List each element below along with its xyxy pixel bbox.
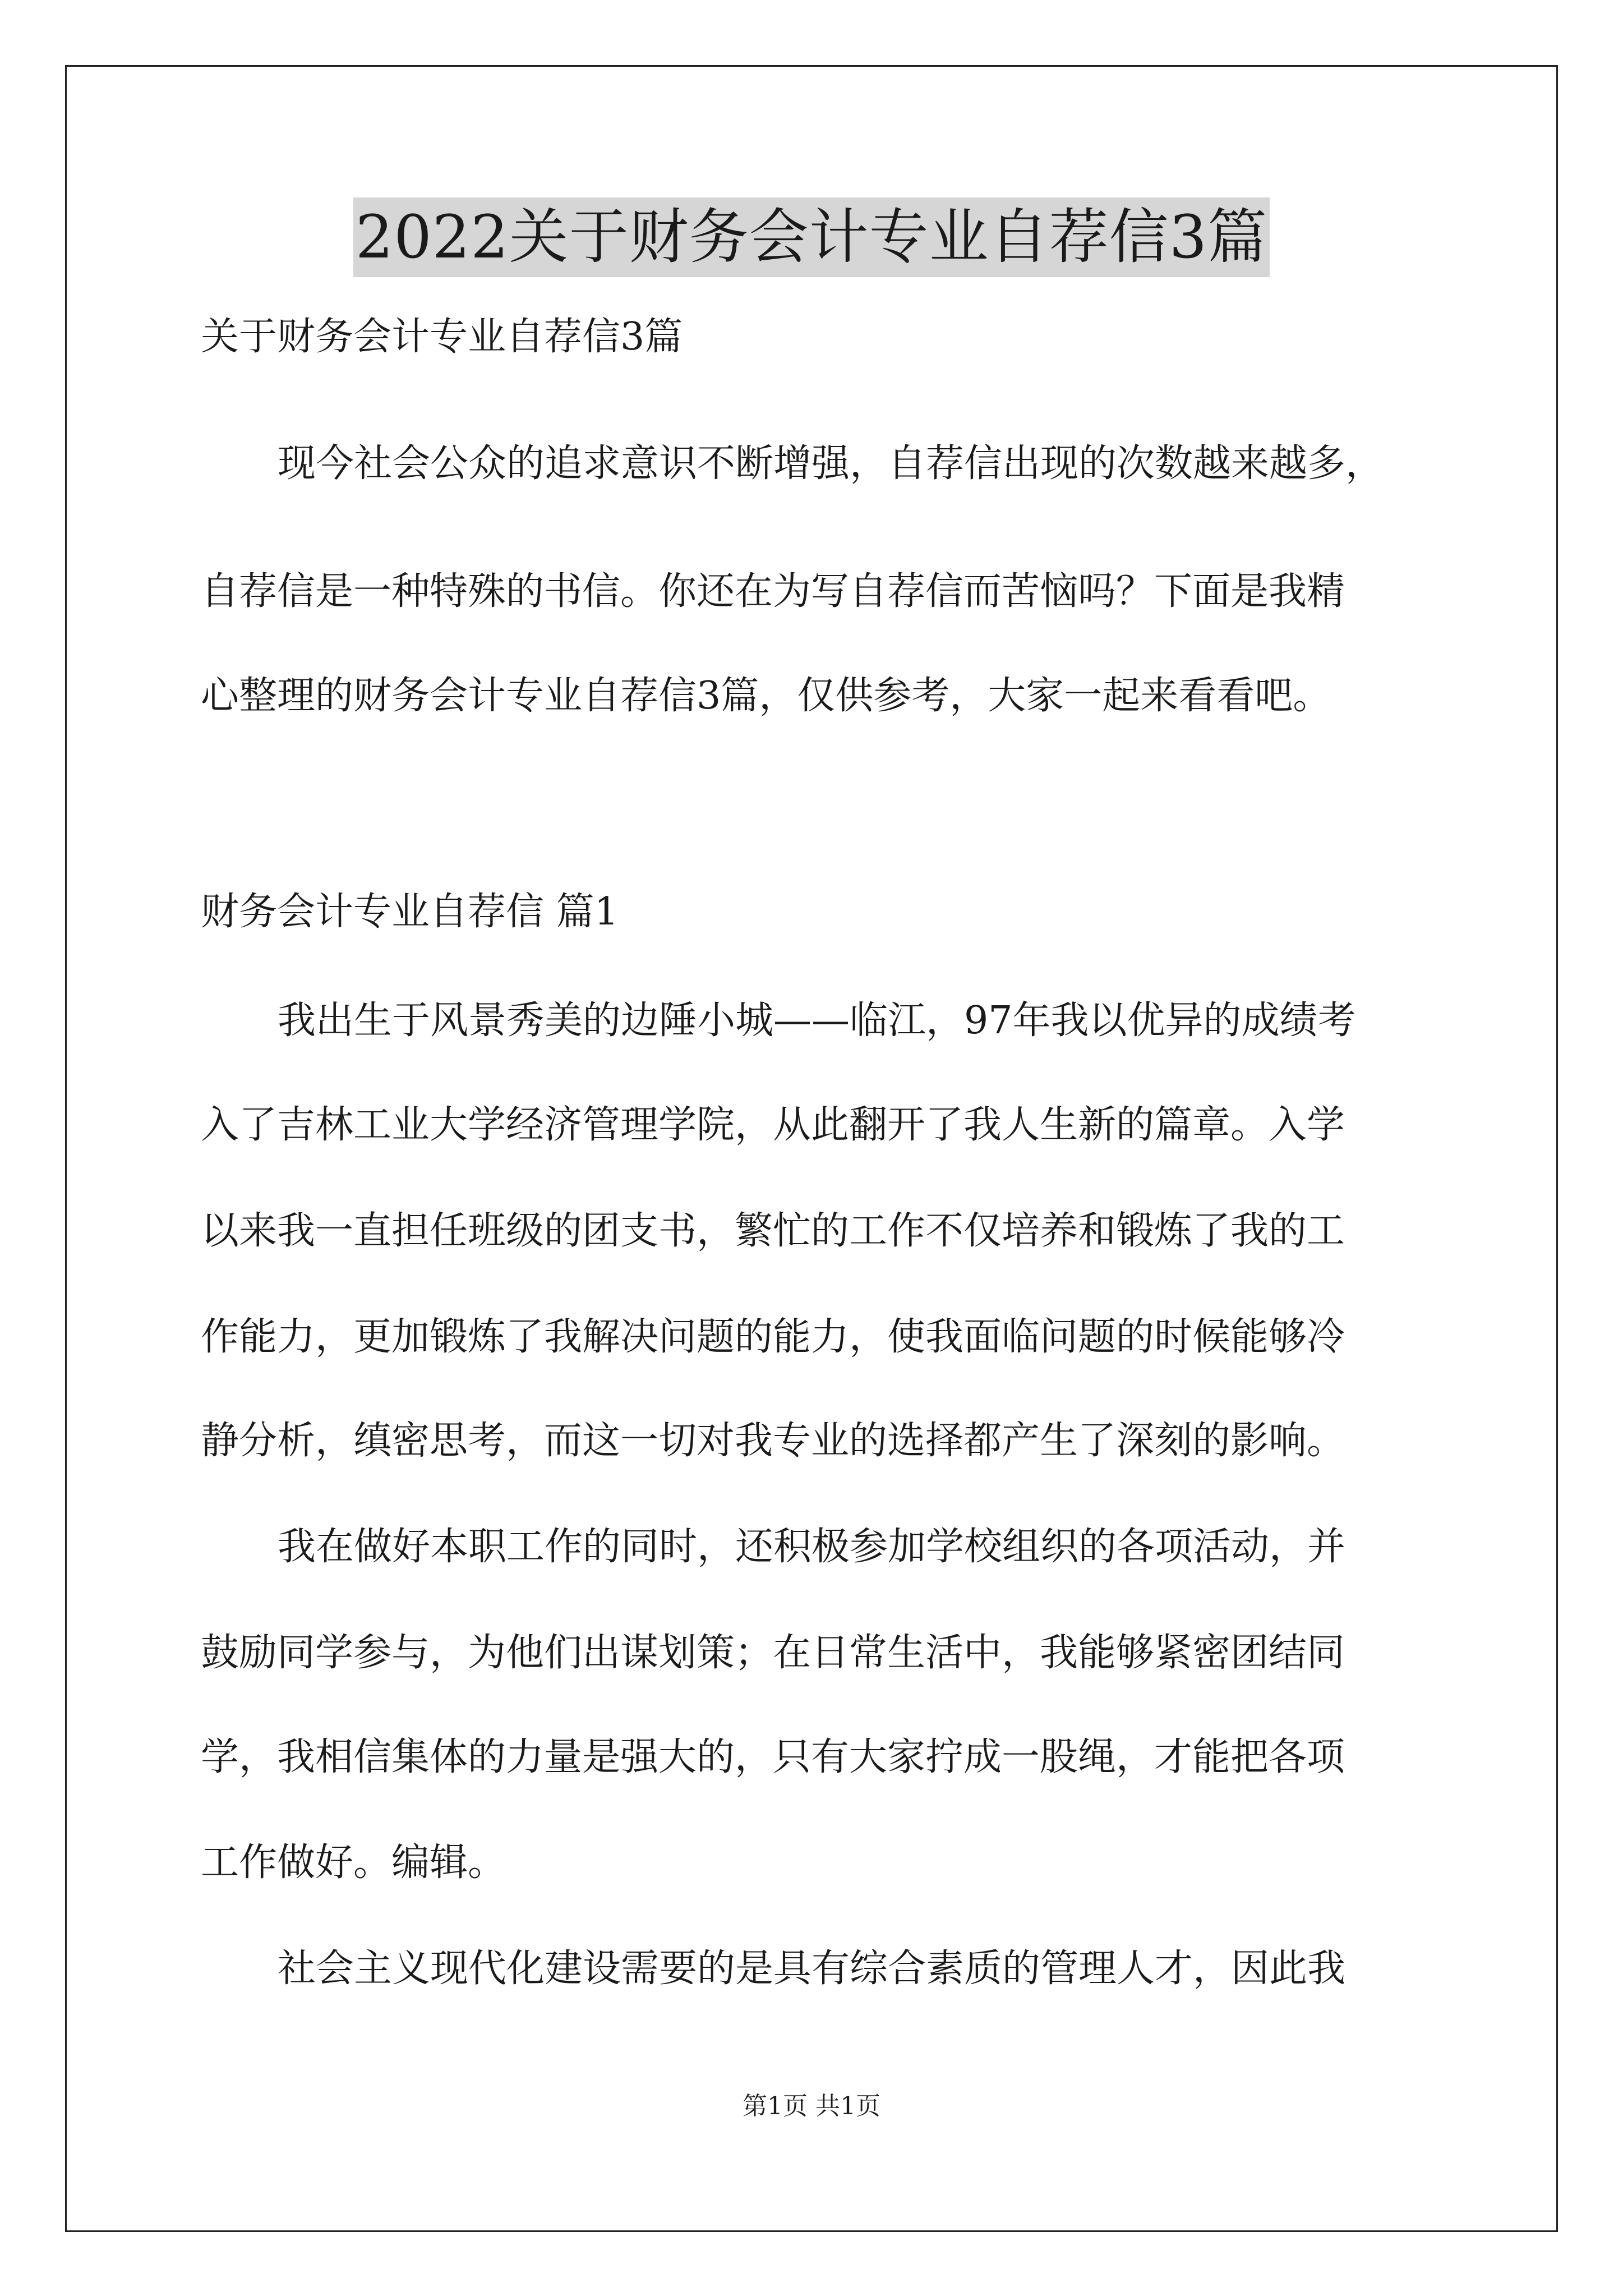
page-footer: 第1页 共1页 xyxy=(743,2092,880,2120)
body-line-9: 工作做好。编辑。 xyxy=(201,1841,506,1885)
intro-line-3: 心整理的财务会计专业自荐信3篇，仅供参考，大家一起来看看吧。 xyxy=(201,674,1331,718)
body-line-5: 静分析，缜密思考，而这一切对我专业的选择都产生了深刻的影响。 xyxy=(201,1419,1345,1463)
body-line-8: 学，我相信集体的力量是强大的，只有大家拧成一股绳，才能把各项 xyxy=(201,1735,1345,1779)
section-heading: 财务会计专业自荐信 篇1 xyxy=(201,890,619,934)
body-line-7: 鼓励同学参与，为他们出谋划策；在日常生活中，我能够紧密团结同 xyxy=(201,1631,1345,1675)
intro-line-1: 现今社会公众的追求意识不断增强，自荐信出现的次数越来越多， xyxy=(278,441,1384,486)
title-container xyxy=(0,197,1623,277)
body-line-6: 我在做好本职工作的同时，还积极参加学校组织的各项活动，并 xyxy=(278,1525,1346,1569)
body-line-4: 作能力，更加锻炼了我解决问题的能力，使我面临问题的时候能够冷 xyxy=(201,1315,1345,1359)
body-line-1: 我出生于风景秀美的边陲小城——临江，97年我以优异的成绩考 xyxy=(278,999,1356,1043)
body-line-3: 以来我一直担任班级的团支书，繁忙的工作不仅培养和锻炼了我的工 xyxy=(201,1209,1345,1253)
body-line-10: 社会主义现代化建设需要的是具有综合素质的管理人才，因此我 xyxy=(278,1947,1346,1991)
body-line-2: 入了吉林工业大学经济管理学院，从此翻开了我人生新的篇章。入学 xyxy=(201,1103,1345,1147)
document-subtitle: 关于财务会计专业自荐信3篇 xyxy=(201,315,683,359)
intro-line-2: 自荐信是一种特殊的书信。你还在为写自荐信而苦恼吗？下面是我精 xyxy=(201,569,1345,614)
document-title: 2022关于财务会计专业自荐信3篇 xyxy=(353,197,1270,277)
